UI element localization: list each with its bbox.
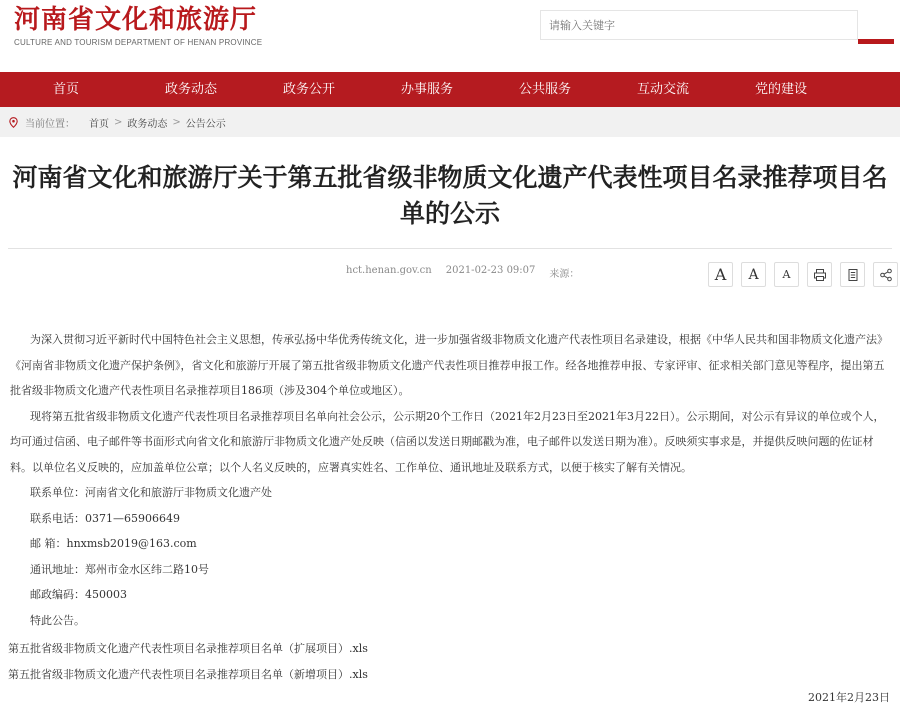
search-box bbox=[540, 10, 858, 40]
font-medium-button[interactable]: A bbox=[741, 262, 766, 287]
article-source-site: hct.henan.gov.cn bbox=[346, 265, 432, 276]
nav-item-news[interactable]: 政务动态 bbox=[164, 82, 217, 97]
sign-date: 2021年2月23日 bbox=[808, 691, 890, 704]
nav-item-interaction[interactable]: 互动交流 bbox=[636, 82, 689, 97]
nav-item-open-gov[interactable]: 政务公开 bbox=[282, 82, 335, 97]
article-body bbox=[10, 327, 890, 633]
breadcrumb-separator: > bbox=[172, 116, 181, 128]
site-subtitle: CULTURE AND TOURISM DEPARTMENT OF HENAN PROVINCE bbox=[14, 38, 263, 47]
share-icon bbox=[879, 268, 893, 282]
search-button[interactable] bbox=[858, 39, 894, 44]
main-nav bbox=[0, 72, 900, 107]
article-paragraph: 为深入贯彻习近平新时代中国特色社会主义思想，传承弘扬中华优秀传统文化，进一步加强省级非物质文化遗产代表性项目名录建设，根据《中华人民共和国非物质文化遗产法》《河南省非物质文化遗产保护条例》，省文化和旅游厅开展了第五批省级非物质文化遗产代表性项目推荐申报工作。经各地推荐申报、专家评审、征求相关部门意见等程序，提出第五批省级非物质文化遗产代表性项目名录推荐项目186项（涉及304个单位或地区）。 bbox=[10, 333, 888, 397]
attachment-link-new[interactable]: 第五批省级非物质文化遗产代表性项目名录推荐项目名单（新增项目）.xls bbox=[8, 668, 368, 681]
breadcrumb bbox=[0, 107, 900, 137]
font-large-button[interactable]: A bbox=[708, 262, 733, 287]
contact-unit: 联系单位：河南省文化和旅游厅非物质文化遗产处 bbox=[30, 486, 272, 499]
breadcrumb-news[interactable]: 政务动态 bbox=[127, 118, 168, 130]
font-small-button[interactable]: A bbox=[774, 262, 799, 287]
article-source-label: 来源： bbox=[549, 269, 580, 280]
printer-icon bbox=[813, 268, 827, 282]
contact-address: 通讯地址：郑州市金水区纬二路10号 bbox=[30, 562, 209, 576]
print-button[interactable] bbox=[807, 262, 832, 287]
contact-postcode: 邮政编码：450003 bbox=[30, 588, 127, 601]
attachment-link-extended[interactable]: 第五批省级非物质文化遗产代表性项目名录推荐项目名单（扩展项目）.xls bbox=[8, 642, 368, 655]
site-logo[interactable] bbox=[14, 4, 262, 47]
contact-email: 邮 箱：hnxmsb2019@163.com bbox=[30, 537, 197, 550]
article-title: 河南省文化和旅游厅关于第五批省级非物质文化遗产代表性项目名录推荐项目名单的公示 bbox=[12, 163, 888, 228]
breadcrumb-label: 当前位置： bbox=[25, 118, 75, 130]
site-title: 河南省文化和旅游厅 bbox=[14, 5, 258, 35]
breadcrumb-notices[interactable]: 公告公示 bbox=[185, 118, 226, 130]
nav-item-party[interactable]: 党的建设 bbox=[754, 82, 807, 97]
article-tools bbox=[708, 262, 898, 287]
closing-statement: 特此公告。 bbox=[30, 613, 85, 627]
contact-phone: 联系电话：0371—65906649 bbox=[30, 511, 180, 525]
title-divider bbox=[8, 248, 892, 249]
document-icon bbox=[846, 268, 860, 282]
article-paragraph: 现将第五批省级非物质文化遗产代表性项目名录推荐项目名单向社会公示，公示期20个工作日（2021年2月23日至2021年3月22日）。公示期间，对公示有异议的单位或个人，均可通过信函、电子邮件等书面形式向省文化和旅游厅非物质文化遗产处反映（信函以发送日期邮戳为准，电子邮件以发送日期为准）。反映须实事求是，并提供反映问题的佐证材料。以单位名义反映的，应加盖单位公章；以个人名义反映的，应署真实姓名、工作单位、通讯地址及联系方式，以便于核实了解有关情况。 bbox=[10, 409, 885, 474]
location-pin-icon bbox=[8, 117, 19, 128]
article-datetime: 2021-02-23 09:07 bbox=[445, 265, 536, 276]
search-input[interactable] bbox=[541, 11, 857, 39]
attachment-list bbox=[8, 636, 368, 688]
nav-item-home[interactable]: 首页 bbox=[52, 82, 79, 97]
breadcrumb-separator: > bbox=[114, 116, 123, 128]
share-button[interactable] bbox=[873, 262, 898, 287]
article-meta bbox=[346, 265, 579, 280]
breadcrumb-home[interactable]: 首页 bbox=[89, 118, 109, 130]
site-header bbox=[0, 0, 900, 72]
nav-item-public-services[interactable]: 公共服务 bbox=[518, 82, 571, 97]
nav-item-services[interactable]: 办事服务 bbox=[400, 82, 453, 97]
document-button[interactable] bbox=[840, 262, 865, 287]
